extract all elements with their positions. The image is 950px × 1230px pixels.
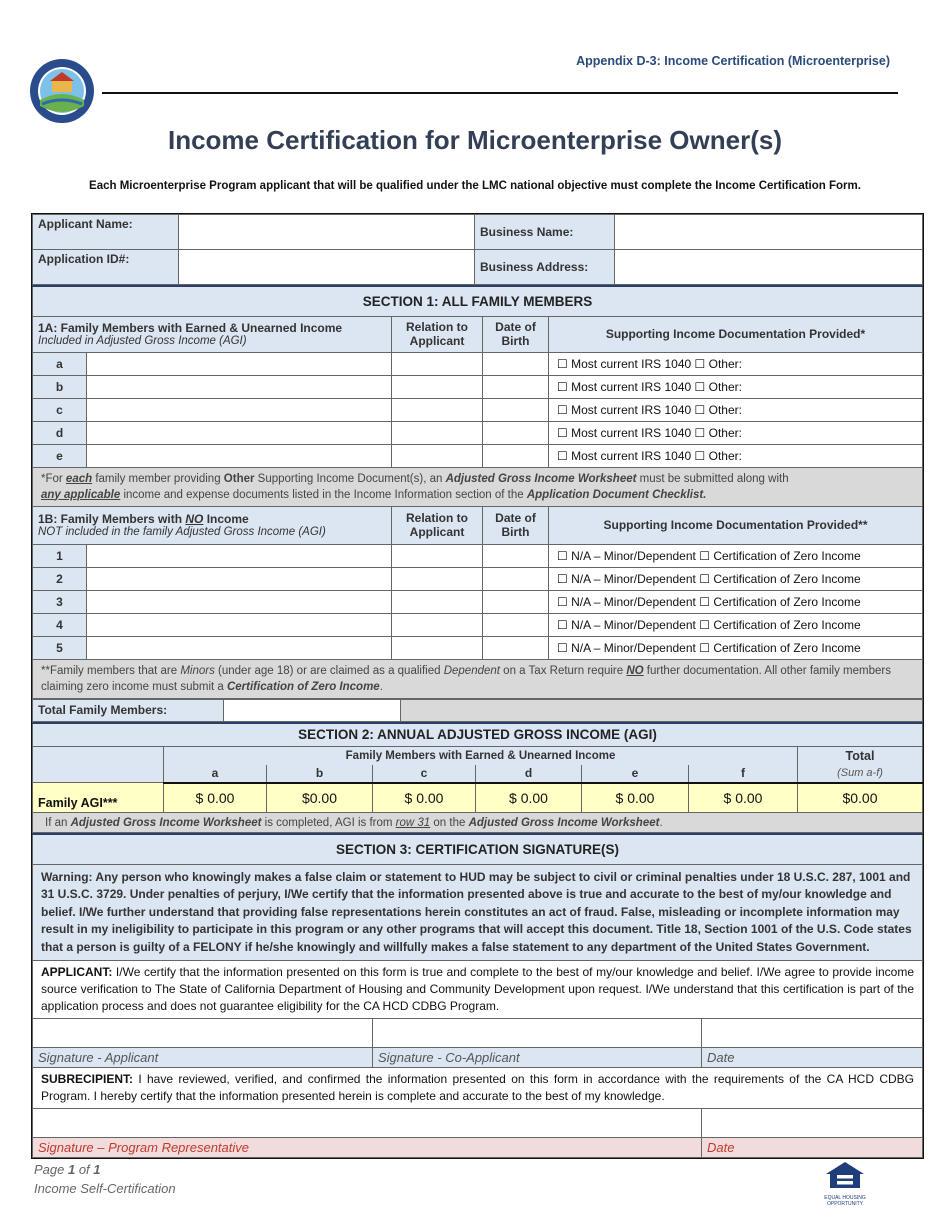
dob-header: Date of Birth <box>483 316 549 352</box>
option1-label: Most current IRS 1040 <box>571 379 692 394</box>
relation-field[interactable] <box>392 352 483 375</box>
checkbox-icon[interactable]: ☐ <box>557 594 568 609</box>
page-title: Income Certification for Microenterprise Owner(s) <box>167 125 782 155</box>
section3-title: SECTION 3: CERTIFICATION SIGNATURE(S) <box>33 834 923 864</box>
checkbox-icon[interactable]: ☐ <box>694 402 706 417</box>
section3-table <box>32 833 923 1158</box>
option1-label: N/A – Minor/Dependent <box>571 571 696 586</box>
checkbox-icon[interactable]: ☐ <box>557 640 568 655</box>
dob-header-1b: Date of Birth <box>483 506 549 544</box>
option1-label: Most current IRS 1040 <box>571 402 692 417</box>
relation-header: Relation to Applicant <box>392 316 483 352</box>
option2-label: Other: <box>708 448 742 463</box>
member-name-field[interactable] <box>87 352 392 375</box>
section1-title: SECTION 1: ALL FAMILY MEMBERS <box>33 286 923 316</box>
member-name-field[interactable] <box>87 590 392 613</box>
row-label: b <box>33 375 87 398</box>
member-name-field[interactable] <box>87 398 392 421</box>
agi-col-header: f <box>689 765 798 783</box>
row-label: c <box>33 398 87 421</box>
option2-label: Other: <box>708 425 742 440</box>
option2-label: Certification of Zero Income <box>713 617 861 632</box>
relation-field[interactable] <box>392 567 483 590</box>
family-agi-label: Family AGI*** <box>33 783 164 813</box>
hcd-seal-logo <box>22 58 102 124</box>
coapplicant-signature-label: Signature - Co-Applicant <box>373 1048 702 1068</box>
business-name-label: Business Name: <box>475 215 615 250</box>
intro-text: Each Microenterprise Program applicant that will be qualified under the LMC national objective must complete the Income Certification Form. <box>89 180 861 192</box>
total-members-label: Total Family Members: <box>33 699 224 721</box>
section1-table <box>32 285 923 699</box>
checkbox-icon[interactable]: ☐ <box>694 356 706 371</box>
checkbox-icon[interactable]: ☐ <box>557 356 568 371</box>
relation-field[interactable] <box>392 613 483 636</box>
row-label: 3 <box>33 590 87 613</box>
section1a-heading: 1A: Family Members with Earned & Unearned Income <box>38 321 343 335</box>
documentation-options <box>549 613 923 636</box>
applicant-date-label: Date <box>702 1048 923 1068</box>
section1a-row <box>33 375 923 398</box>
row-label: 1 <box>33 544 87 567</box>
total-members-table <box>32 699 923 722</box>
dob-field[interactable] <box>483 567 549 590</box>
business-name-field[interactable] <box>615 215 923 250</box>
documentation-options <box>549 421 923 444</box>
section1b-note: **Family members that are Minors (under age 18) or are claimed as a qualified Dependent on a Tax Return require NO further documentation. All other family members claiming zero income must submit a Certification of Zero Income. <box>33 659 923 698</box>
checkbox-icon[interactable]: ☐ <box>694 379 706 394</box>
documentation-options <box>549 567 923 590</box>
business-address-field[interactable] <box>615 250 923 285</box>
appendix-label: Appendix D-3: Income Certification (Microenterprise) <box>576 54 890 68</box>
agi-value-d[interactable]: $ 0.00 <box>476 783 582 813</box>
docs-header: Supporting Income Documentation Provided* <box>549 316 923 352</box>
coapplicant-signature-field[interactable] <box>373 1019 702 1048</box>
member-name-field[interactable] <box>87 613 392 636</box>
section2-title: SECTION 2: ANNUAL ADJUSTED GROSS INCOME (AGI) <box>33 723 923 747</box>
total-members-field[interactable] <box>224 699 401 721</box>
member-name-field[interactable] <box>87 567 392 590</box>
representative-signature-field[interactable] <box>33 1109 702 1138</box>
member-name-field[interactable] <box>87 421 392 444</box>
applicant-name-label: Applicant Name: <box>33 215 179 250</box>
checkbox-icon[interactable]: ☐ <box>557 548 568 563</box>
checkbox-icon[interactable]: ☐ <box>557 617 568 632</box>
checkbox-icon[interactable]: ☐ <box>557 379 568 394</box>
equal-housing-icon <box>822 1160 868 1190</box>
section1a-header <box>33 316 392 352</box>
documentation-options <box>549 590 923 613</box>
row-label: 2 <box>33 567 87 590</box>
option2-label: Certification of Zero Income <box>713 640 861 655</box>
dob-field[interactable] <box>483 352 549 375</box>
section2-table <box>32 722 923 834</box>
section1a-note: *For each family member providing Other Supporting Income Document(s), an Adjusted Gross Income Worksheet must be submitted along with any applicable income and expense documents listed in the Income Information section of the Application Document Checklist. <box>33 467 923 506</box>
documentation-options <box>549 636 923 659</box>
option1-label: N/A – Minor/Dependent <box>571 548 696 563</box>
section1b-row <box>33 544 923 567</box>
section2-note: If an Adjusted Gross Income Worksheet is completed, AGI is from row 31 on the Adjusted Gross Income Worksheet. <box>33 813 923 833</box>
section1a-row <box>33 398 923 421</box>
member-name-field[interactable] <box>87 444 392 467</box>
documentation-options <box>549 375 923 398</box>
documentation-options <box>549 352 923 375</box>
dob-field[interactable] <box>483 421 549 444</box>
section1b-subheading: NOT included in the family Adjusted Gross Income (AGI) <box>38 526 326 538</box>
checkbox-icon[interactable]: ☐ <box>694 425 706 440</box>
section1a-row <box>33 444 923 467</box>
applicant-certification-text: APPLICANT: I/We certify that the information presented on this form is true and complete to the best of my/our knowledge and belief. I/We agree to provide income source verification to The State of California Department of Housing and Community Development upon request. I/We understand that this certification is part of the application process and does not guarantee eligibility for the CA HCD CDBG Program. <box>33 961 923 1019</box>
equal-housing-logo: EQUAL HOUSING OPPORTUNITY <box>822 1160 868 1202</box>
agi-value-c[interactable]: $ 0.00 <box>373 783 476 813</box>
checkbox-icon[interactable]: ☐ <box>699 548 710 563</box>
checkbox-icon[interactable]: ☐ <box>699 640 710 655</box>
total-header: Total <box>798 747 923 765</box>
relation-field[interactable] <box>392 375 483 398</box>
agi-col-header: e <box>582 765 689 783</box>
option2-label: Other: <box>708 356 742 371</box>
documentation-options <box>549 544 923 567</box>
section1a-subheading: Included in Adjusted Gross Income (AGI) <box>38 335 247 347</box>
section1b-row <box>33 636 923 659</box>
documentation-options <box>549 444 923 467</box>
section1b-rows <box>33 544 923 659</box>
header-rule <box>102 92 898 94</box>
dob-field[interactable] <box>483 613 549 636</box>
option2-label: Other: <box>708 379 742 394</box>
option2-label: Certification of Zero Income <box>713 548 861 563</box>
agi-value-f[interactable]: $ 0.00 <box>689 783 798 813</box>
row-label: a <box>33 352 87 375</box>
warning-text: Warning: Any person who knowingly makes a false claim or statement to HUD may be subject to civil or criminal penalties under 18 U.S.C. 287, 1001 and 31 U.S.C. 3729. Under penalties of perjury, I/We certify that the information presented above is true and accurate to the best of my/our knowledge and belief. I/We further understand that providing false representations herein constitutes an act of fraud. False, misleading or incomplete information may result in my ineligibility to participate in this program or any other programs that will accept this document. Title 18, Section 1001 of the U.S. Code states that a person is guilty of a FELONY if he/she knowingly and willfully makes a false statement to any department of the United States Government. <box>33 864 923 961</box>
representative-date-label: Date <box>702 1138 923 1158</box>
section1a-row <box>33 421 923 444</box>
option1-label: N/A – Minor/Dependent <box>571 594 696 609</box>
option2-label: Other: <box>708 402 742 417</box>
row-label: e <box>33 444 87 467</box>
page-footer <box>34 1160 176 1198</box>
income-certification-form <box>31 213 924 1159</box>
option1-label: Most current IRS 1040 <box>571 425 692 440</box>
section1a-row <box>33 352 923 375</box>
applicant-info-table <box>32 214 923 285</box>
relation-header-1b: Relation to Applicant <box>392 506 483 544</box>
representative-signature-label: Signature – Program Representative <box>33 1138 702 1158</box>
option1-label: N/A – Minor/Dependent <box>571 640 696 655</box>
row-label: 5 <box>33 636 87 659</box>
relation-field[interactable] <box>392 636 483 659</box>
document-name: Income Self-Certification <box>34 1181 176 1196</box>
relation-field[interactable] <box>392 590 483 613</box>
section1b-header: 1B: Family Members with NO Income NOT included in the family Adjusted Gross Income (AGI) <box>33 506 392 544</box>
agi-col-header: a <box>164 765 267 783</box>
agi-total-value: $0.00 <box>798 783 923 813</box>
checkbox-icon[interactable]: ☐ <box>699 571 710 586</box>
representative-date-field[interactable] <box>702 1109 923 1138</box>
relation-field[interactable] <box>392 398 483 421</box>
option1-label: Most current IRS 1040 <box>571 448 692 463</box>
applicant-name-field[interactable] <box>179 215 475 250</box>
applicant-signature-label: Signature - Applicant <box>33 1048 373 1068</box>
member-name-field[interactable] <box>87 375 392 398</box>
application-id-field[interactable] <box>179 250 475 285</box>
row-label: d <box>33 421 87 444</box>
documentation-options <box>549 398 923 421</box>
application-id-label: Application ID#: <box>33 250 179 285</box>
row-label: 4 <box>33 613 87 636</box>
agi-value-e[interactable]: $ 0.00 <box>582 783 689 813</box>
checkbox-icon[interactable]: ☐ <box>694 448 706 463</box>
option1-label: N/A – Minor/Dependent <box>571 617 696 632</box>
agi-col-header: c <box>373 765 476 783</box>
agi-col-header: d <box>476 765 582 783</box>
option2-label: Certification of Zero Income <box>713 594 861 609</box>
relation-field[interactable] <box>392 544 483 567</box>
agi-value-a[interactable]: $ 0.00 <box>164 783 267 813</box>
section1b-row <box>33 613 923 636</box>
dob-field[interactable] <box>483 398 549 421</box>
section1b-row <box>33 590 923 613</box>
dob-field[interactable] <box>483 590 549 613</box>
total-subheader: (Sum a-f) <box>798 765 923 783</box>
section1b-row <box>33 567 923 590</box>
checkbox-icon[interactable]: ☐ <box>557 448 568 463</box>
business-address-label: Business Address: <box>475 250 615 285</box>
section1a-rows <box>33 352 923 467</box>
member-name-field[interactable] <box>87 636 392 659</box>
docs-header-1b: Supporting Income Documentation Provided** <box>549 506 923 544</box>
dob-field[interactable] <box>483 444 549 467</box>
member-name-field[interactable] <box>87 544 392 567</box>
applicant-signature-field[interactable] <box>33 1019 373 1048</box>
agi-value-b[interactable]: $0.00 <box>267 783 373 813</box>
subrecipient-certification-text: SUBRECIPIENT: I have reviewed, verified, and confirmed the information presented on this form in accordance with the requirements of the CA HCD CDBG Program. I hereby certify that the information presented herein is complete and accurate to the best of my knowledge. <box>33 1068 923 1109</box>
option2-label: Certification of Zero Income <box>713 571 861 586</box>
option1-label: Most current IRS 1040 <box>571 356 692 371</box>
applicant-date-field[interactable] <box>702 1019 923 1048</box>
checkbox-icon[interactable]: ☐ <box>699 617 710 632</box>
dob-field[interactable] <box>483 375 549 398</box>
page-number: Page 1 of 1 <box>34 1162 101 1177</box>
checkbox-icon[interactable]: ☐ <box>699 594 710 609</box>
dob-field[interactable] <box>483 636 549 659</box>
agi-col-header: b <box>267 765 373 783</box>
relation-field[interactable] <box>392 444 483 467</box>
checkbox-icon[interactable]: ☐ <box>557 402 568 417</box>
relation-field[interactable] <box>392 421 483 444</box>
checkbox-icon[interactable]: ☐ <box>557 425 568 440</box>
checkbox-icon[interactable]: ☐ <box>557 571 568 586</box>
dob-field[interactable] <box>483 544 549 567</box>
members-header: Family Members with Earned & Unearned Income <box>164 747 798 765</box>
